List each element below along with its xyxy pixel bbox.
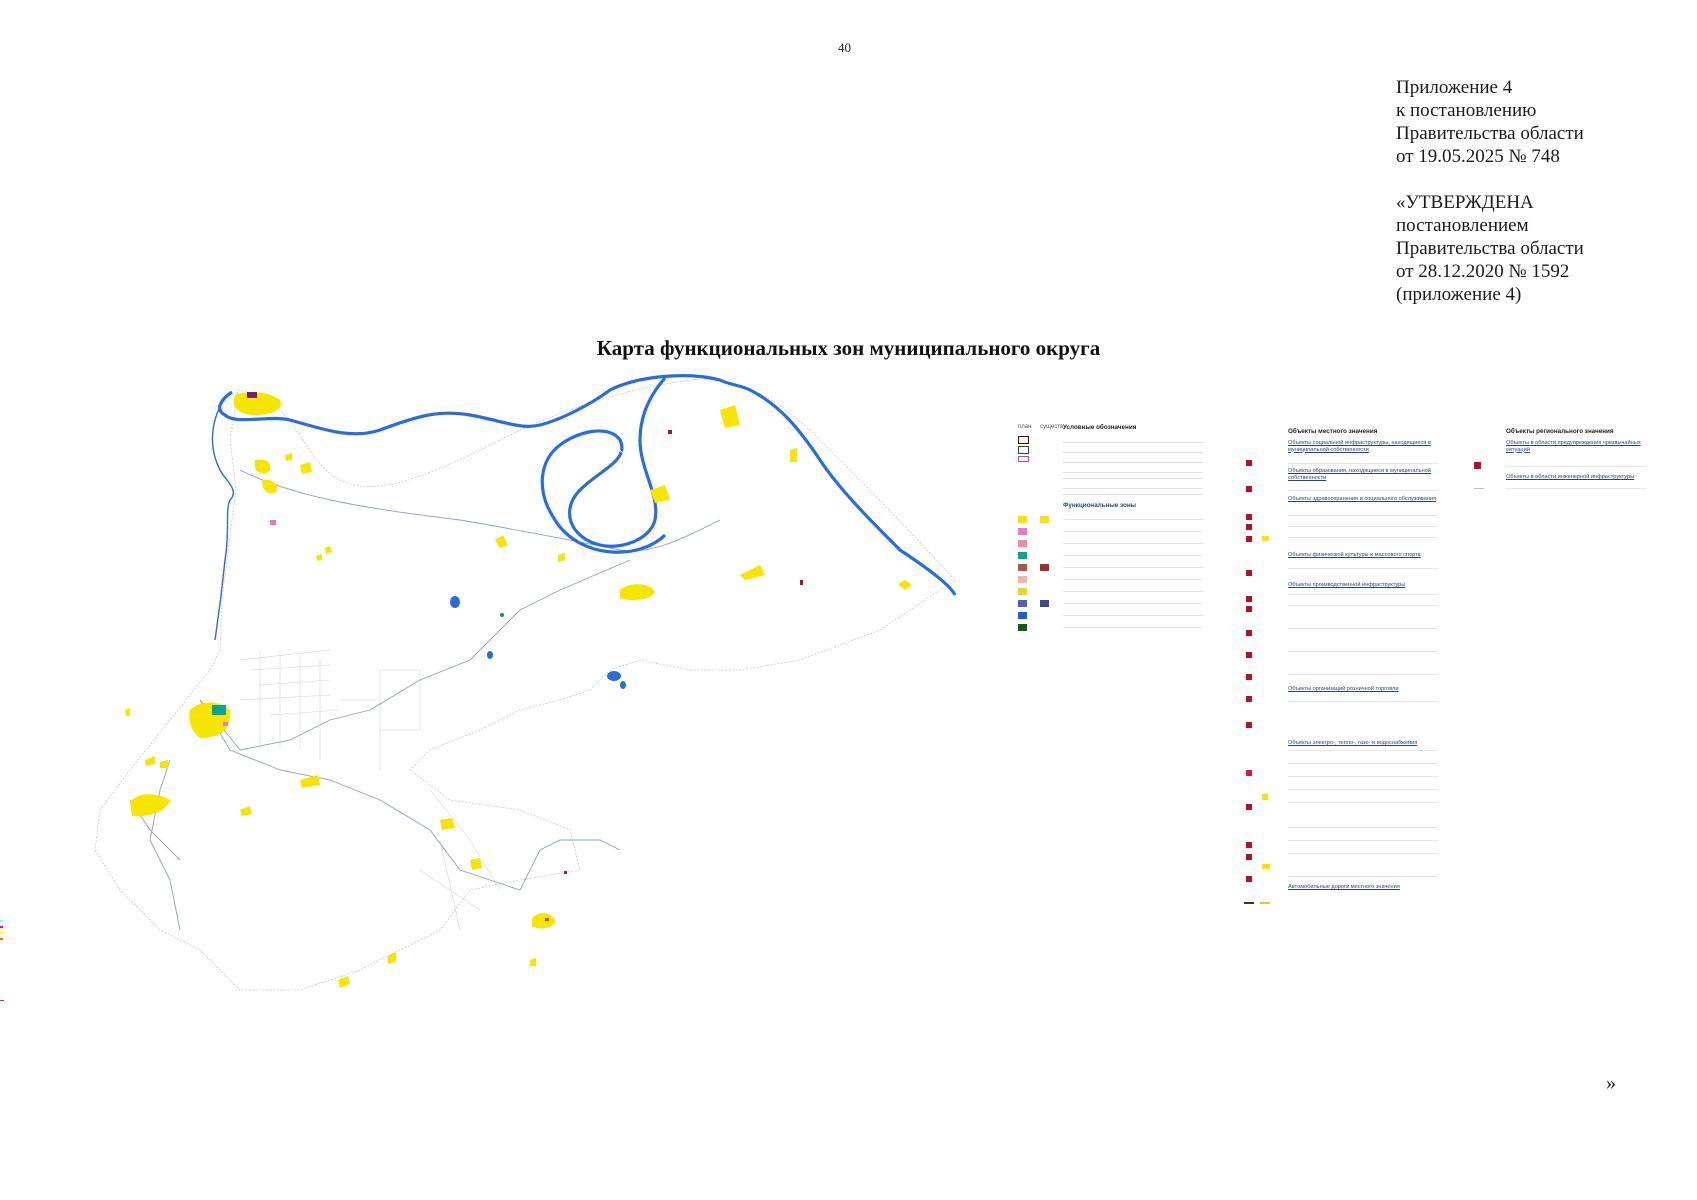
legend-symbol (1246, 606, 1252, 612)
legend-swatch-recreation (1018, 540, 1027, 547)
legend-column-1 (1015, 424, 1215, 624)
legend-swatch-residential (1040, 516, 1049, 523)
legend-swatch-agri-residential (1018, 576, 1027, 583)
legend-column-3 (1470, 424, 1670, 504)
appendix-line: к постановлению (1396, 100, 1537, 121)
legend-symbol (1246, 570, 1252, 576)
appendix-line: Правительства области (1396, 123, 1584, 144)
legend-item-line (1506, 466, 1646, 467)
page-number: 40 (838, 40, 851, 55)
legend-symbol (1262, 864, 1270, 869)
legend-swatch-public (1018, 528, 1027, 535)
legend-sub-education: Объекты образования, находящиеся в муниципальной собственности (1288, 468, 1431, 481)
legend-symbol (1246, 696, 1252, 702)
legend-item-line (1506, 488, 1646, 489)
legend-swatch-transport (1040, 600, 1049, 607)
legend-symbol (1246, 770, 1252, 776)
legend-sub-health: Объекты здравоохранения и социального обслуживания (1288, 496, 1436, 502)
legend-symbol (1246, 842, 1252, 848)
approval-line: (приложение 4) (1396, 284, 1522, 305)
legend-symbol (1246, 876, 1252, 882)
edge-marks (0, 920, 4, 1001)
approval-line: от 28.12.2020 № 1592 (1396, 261, 1570, 282)
appendix-block (1396, 76, 1584, 306)
legend-sub-trade: Объекты организаций розничной торговли (1288, 686, 1399, 692)
legend-symbol (1246, 514, 1252, 520)
legend-sub-utilities: Объекты электро-, тепло-, газо- и водоснабжения (1288, 740, 1418, 746)
legend-road-line (1260, 902, 1270, 904)
legend-symbol (1262, 794, 1268, 800)
legend-sub-emergency: Объекты в области предупреждения чрезвычайных ситуаций (1506, 440, 1641, 453)
legend-section-zones: Функциональные зоны (1063, 502, 1137, 509)
legend-symbol (1246, 486, 1252, 492)
legend-road-line (1244, 902, 1254, 904)
approval-line: Правительства области (1396, 238, 1584, 259)
legend-sub-production: Объекты производственной инфраструктуры (1288, 582, 1406, 588)
legend-heading-local: Объекты местного значения (1288, 428, 1378, 435)
map-canvas (0, 370, 970, 1040)
lakes (450, 596, 626, 689)
field-roads (240, 650, 500, 930)
legend-swatch-boundary (1018, 436, 1029, 444)
legend-swatch-boundary (1018, 446, 1029, 454)
legend-swatch-gardening (1018, 588, 1027, 595)
appendix-line: от 19.05.2025 № 748 (1396, 146, 1560, 167)
legend-swatch-industrial (1018, 552, 1027, 559)
legend-symbol (1246, 722, 1252, 728)
legend-sub-engineering: Объекты в области инженерной инфраструктуры (1506, 474, 1635, 480)
legend-symbol (1246, 524, 1252, 530)
legend-item-line (1474, 488, 1484, 489)
legend-item-lines (1063, 438, 1203, 504)
closing-quote: » (1606, 1072, 1616, 1094)
legend-symbol (1246, 460, 1252, 466)
legend-symbol (1246, 804, 1252, 810)
legend-swatch-forest (1018, 624, 1027, 631)
legend-symbol (1246, 630, 1252, 636)
appendix-line: Приложение 4 (1396, 77, 1513, 98)
legend-column-2 (1240, 424, 1450, 924)
legend-symbol (1474, 462, 1481, 469)
legend-symbol (1246, 536, 1252, 542)
legend-swatch-boundary (1018, 456, 1029, 462)
legend-swatch-water (1018, 612, 1027, 619)
legend-item-lines (1288, 460, 1438, 889)
legend-sub-sport: Объекты физической культуры и массового спорта (1288, 552, 1421, 558)
legend-head-existing: существ. (1040, 424, 1065, 430)
legend-sub-social: Объекты социальной инфраструктуры, находящиеся в муниципальной собственности (1288, 440, 1431, 453)
legend-zone-lines (1063, 519, 1203, 639)
legend-symbol (1246, 854, 1252, 860)
road-network (130, 470, 720, 930)
legend-symbol (1246, 596, 1252, 602)
legend-swatch-residential (1018, 516, 1027, 523)
special-zones (212, 392, 803, 921)
legend-head-plan: план (1018, 424, 1032, 430)
legend-sub-roads: Автомобильные дороги местного значения (1288, 884, 1400, 890)
river-west (212, 395, 233, 640)
approval-line: «УТВЕРЖДЕНА (1396, 192, 1534, 213)
river-islands (575, 445, 640, 534)
legend-heading: Условные обозначения (1063, 424, 1137, 431)
legend-heading-regional: Объекты регионального значения (1506, 428, 1614, 435)
legend-symbol (1262, 536, 1269, 541)
legend-symbol (1246, 652, 1252, 658)
legend-swatch-production (1018, 564, 1027, 571)
approval-line: постановлением (1396, 215, 1529, 236)
residential-zones (125, 392, 912, 988)
river (220, 376, 955, 595)
legend-swatch-transport (1018, 600, 1027, 607)
legend-swatch-production (1040, 564, 1049, 571)
legend-symbol (1246, 674, 1252, 680)
map-title: Карта функциональных зон муниципального округа (596, 336, 1101, 360)
